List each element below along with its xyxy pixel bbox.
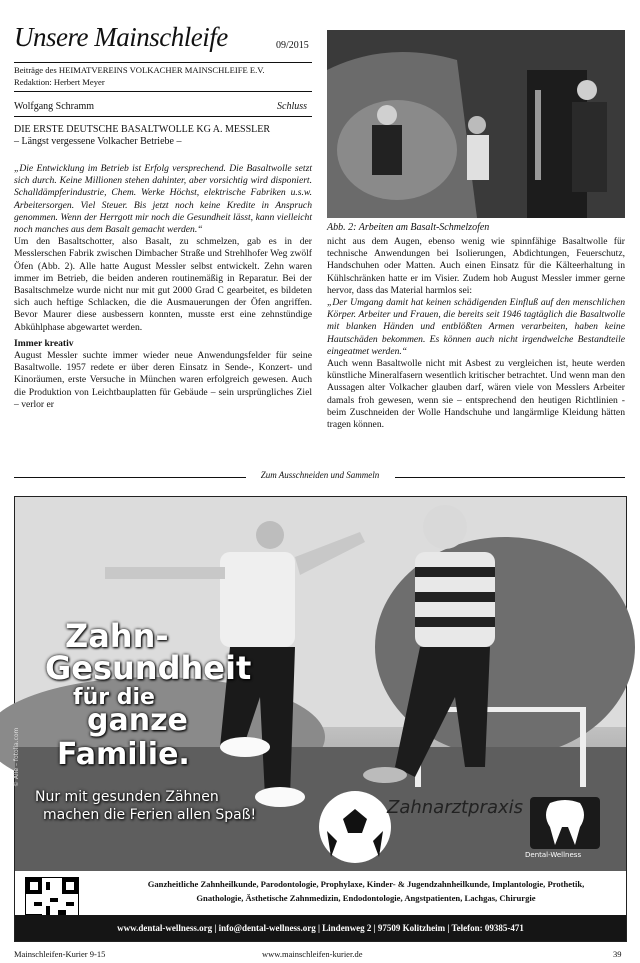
- ad-tagline-2: machen die Ferien allen Spaß!: [43, 807, 257, 823]
- footer-website: www.mainschleifen-kurier.de: [262, 949, 363, 959]
- ad-headline-1: Zahn-: [65, 617, 169, 655]
- ad-headline-3: für die: [73, 685, 155, 710]
- tooth-logo-icon: [530, 797, 600, 849]
- article-author: Wolfgang Schramm: [14, 101, 95, 112]
- masthead-title: Unsere Mainschleife: [14, 22, 228, 52]
- ad-headline-2: Gesundheit: [45, 649, 252, 687]
- intro-quote: „Die Entwicklung im Betrieb ist Erfolg versprechend. Die Basaltwolle setzt sich durch. Keine Millionen stehen dahinter, aber vorsichtig wird disponiert. Schalldämpferindustrie, Chem. Werke Höchst, elektrische Fabriken u.s.w. Arbeitersorgen. Viel Steuer. Bis jetzt noch keine Kredite in Anspruch genommen. Wenn der Herrgott mir noch die Gesundheit lässt, kann vielleicht noch manches aus dem Basalt gemacht werden.“: [14, 163, 312, 236]
- services-line-1: Ganzheitliche Zahnheilkunde, Parodontologie, Prophylaxe, Kinder- & Jugendzahnheilkunde, Implantologie, Prothetik,: [147, 879, 585, 889]
- separator-rule-right: [395, 477, 625, 478]
- article-part: Schluss: [277, 101, 307, 112]
- dental-advertisement: [14, 496, 627, 942]
- masthead-rule-bottom: [14, 91, 312, 92]
- page-number: 39: [613, 949, 622, 959]
- paragraph-asbestos: Auch wenn Basaltwolle nicht mit Asbest zu vergleichen ist, heute werden künstliche Mineralfasern wesentlich kritischer betrachtet. Und wenn man den Aussagen alter Volkacher glauben darf, wären viele von Messlers Arbeiter damals froh gewesen, wenn sie – entsprechend den heutigen Richtlinien - beim Zuschneiden der Wolle Handschuhe und langärmlige Kleidung hätten tragen können.: [327, 358, 625, 431]
- ad-tagline-1: Nur mit gesunden Zähnen: [35, 789, 219, 805]
- photo-caption: Abb. 2: Arbeiten am Basalt-Schmelzofen: [327, 222, 490, 233]
- footer-publication: Mainschleifen-Kurier 9-15: [14, 949, 106, 959]
- ad-headline-5: Familie.: [57, 737, 190, 772]
- messler-quote: „Der Umgang damit hat keinen schädigenden Einfluß auf den menschlichen Körper. Arbeiter und Frauen, die bereits seit 1946 tagtäglich die Basaltwolle mit blanken Händen und entblößten Armen verarbeiten, haben keine Hautschäden bekommen. Es können auch nicht irgendwelche Bestandteile eingeatmet werden.“: [327, 297, 625, 357]
- article-left-column: [14, 163, 312, 411]
- ad-brand: Zahnarztpraxis: [387, 797, 524, 818]
- ad-services: [111, 877, 621, 905]
- services-line-2: Gnathologie, Ästhetische Zahnmedizin, Endodontologie, Angstpatienten, Lachgas, Chirurgie: [196, 893, 536, 903]
- headline-text: DIE ERSTE DEUTSCHE BASALTWOLLE KG A. MESSLER: [14, 124, 271, 135]
- furnace-photo: [327, 30, 625, 218]
- subheadline-text: – Längst vergessene Volkacher Betriebe –: [14, 136, 182, 147]
- masthead-rule: [14, 62, 312, 63]
- separator-label: Zum Ausschneiden und Sammeln: [260, 470, 380, 480]
- section-heading: Immer kreativ: [14, 337, 74, 349]
- paragraph-applications: August Messler suchte immer wieder neue Anwendungsfelder für seine Basaltwolle. 1957 redete er über deren Einsatz in Sende-, Konzert- und Kinoräumen, erste Versuche in München waren erfolgreich gewesen. Auch die Produktion von Leichtbauplatten für Gebäude – sein ursprüngliches Ziel – verlor er: [14, 350, 312, 410]
- paragraph-furnaces: Um den Basaltschotter, also Basalt, zu schmelzen, gab es in der Messlerschen Fabrik zwischen Dimbacher Straße und Strehlhofer Weg zwölf Öfen (Abb. 2). Alle hatte August Messler selbst entwickelt. Zehn waren immer im Betrieb, die beiden anderen routinemäßig in Reparatur. Bei der Basaltschmelze wurde nicht nur mit gut 2000 Grad C gearbeitet, es bildeten sich auch heftige Schlacken, die die Ausmauerungen der Öfen angriffen. Bevor Maurer diese ausbessern konnten, musste erst eine zehnstündige Abkühlphase abgewartet werden.: [14, 236, 312, 333]
- masthead-subtitle: [14, 64, 265, 88]
- editor-line: Redaktion: Herbert Meyer: [14, 77, 105, 87]
- ad-contact-bar: www.dental-wellness.org | info@dental-wellness.org | Lindenweg 2 | 97509 Kolitzheim | Telefon: 09385-471: [15, 915, 626, 941]
- article-right-column: [327, 236, 625, 431]
- paragraph-uses: nicht aus dem Augen, ebenso wenig wie spinnfähige Basaltwolle für technische Anwendungen bei Isolierungen, Abdichtungen, Feuerschutz, Handschuhen oder Matten. Auch einen Einsatz für die Kälteerhaltung in Kühlschränken hatte er im Visier. Zudem hob August Messler immer gerne hervor, dass das Material harmlos sei:: [327, 236, 625, 296]
- logo-subtitle: Dental-Wellness: [525, 851, 582, 859]
- author-rule: [14, 116, 312, 117]
- publisher-line: Beiträge des HEIMATVEREINS VOLKACHER MAINSCHLEIFE E.V.: [14, 65, 265, 75]
- article-headline: [14, 124, 314, 148]
- photo-credit: © Alle – fotolia.com: [13, 727, 20, 787]
- ad-headline-4: ganze: [87, 703, 188, 738]
- furnace-photo-illustration: [327, 30, 625, 218]
- issue-number: 09/2015: [276, 40, 309, 51]
- tooth-icon: [530, 797, 600, 849]
